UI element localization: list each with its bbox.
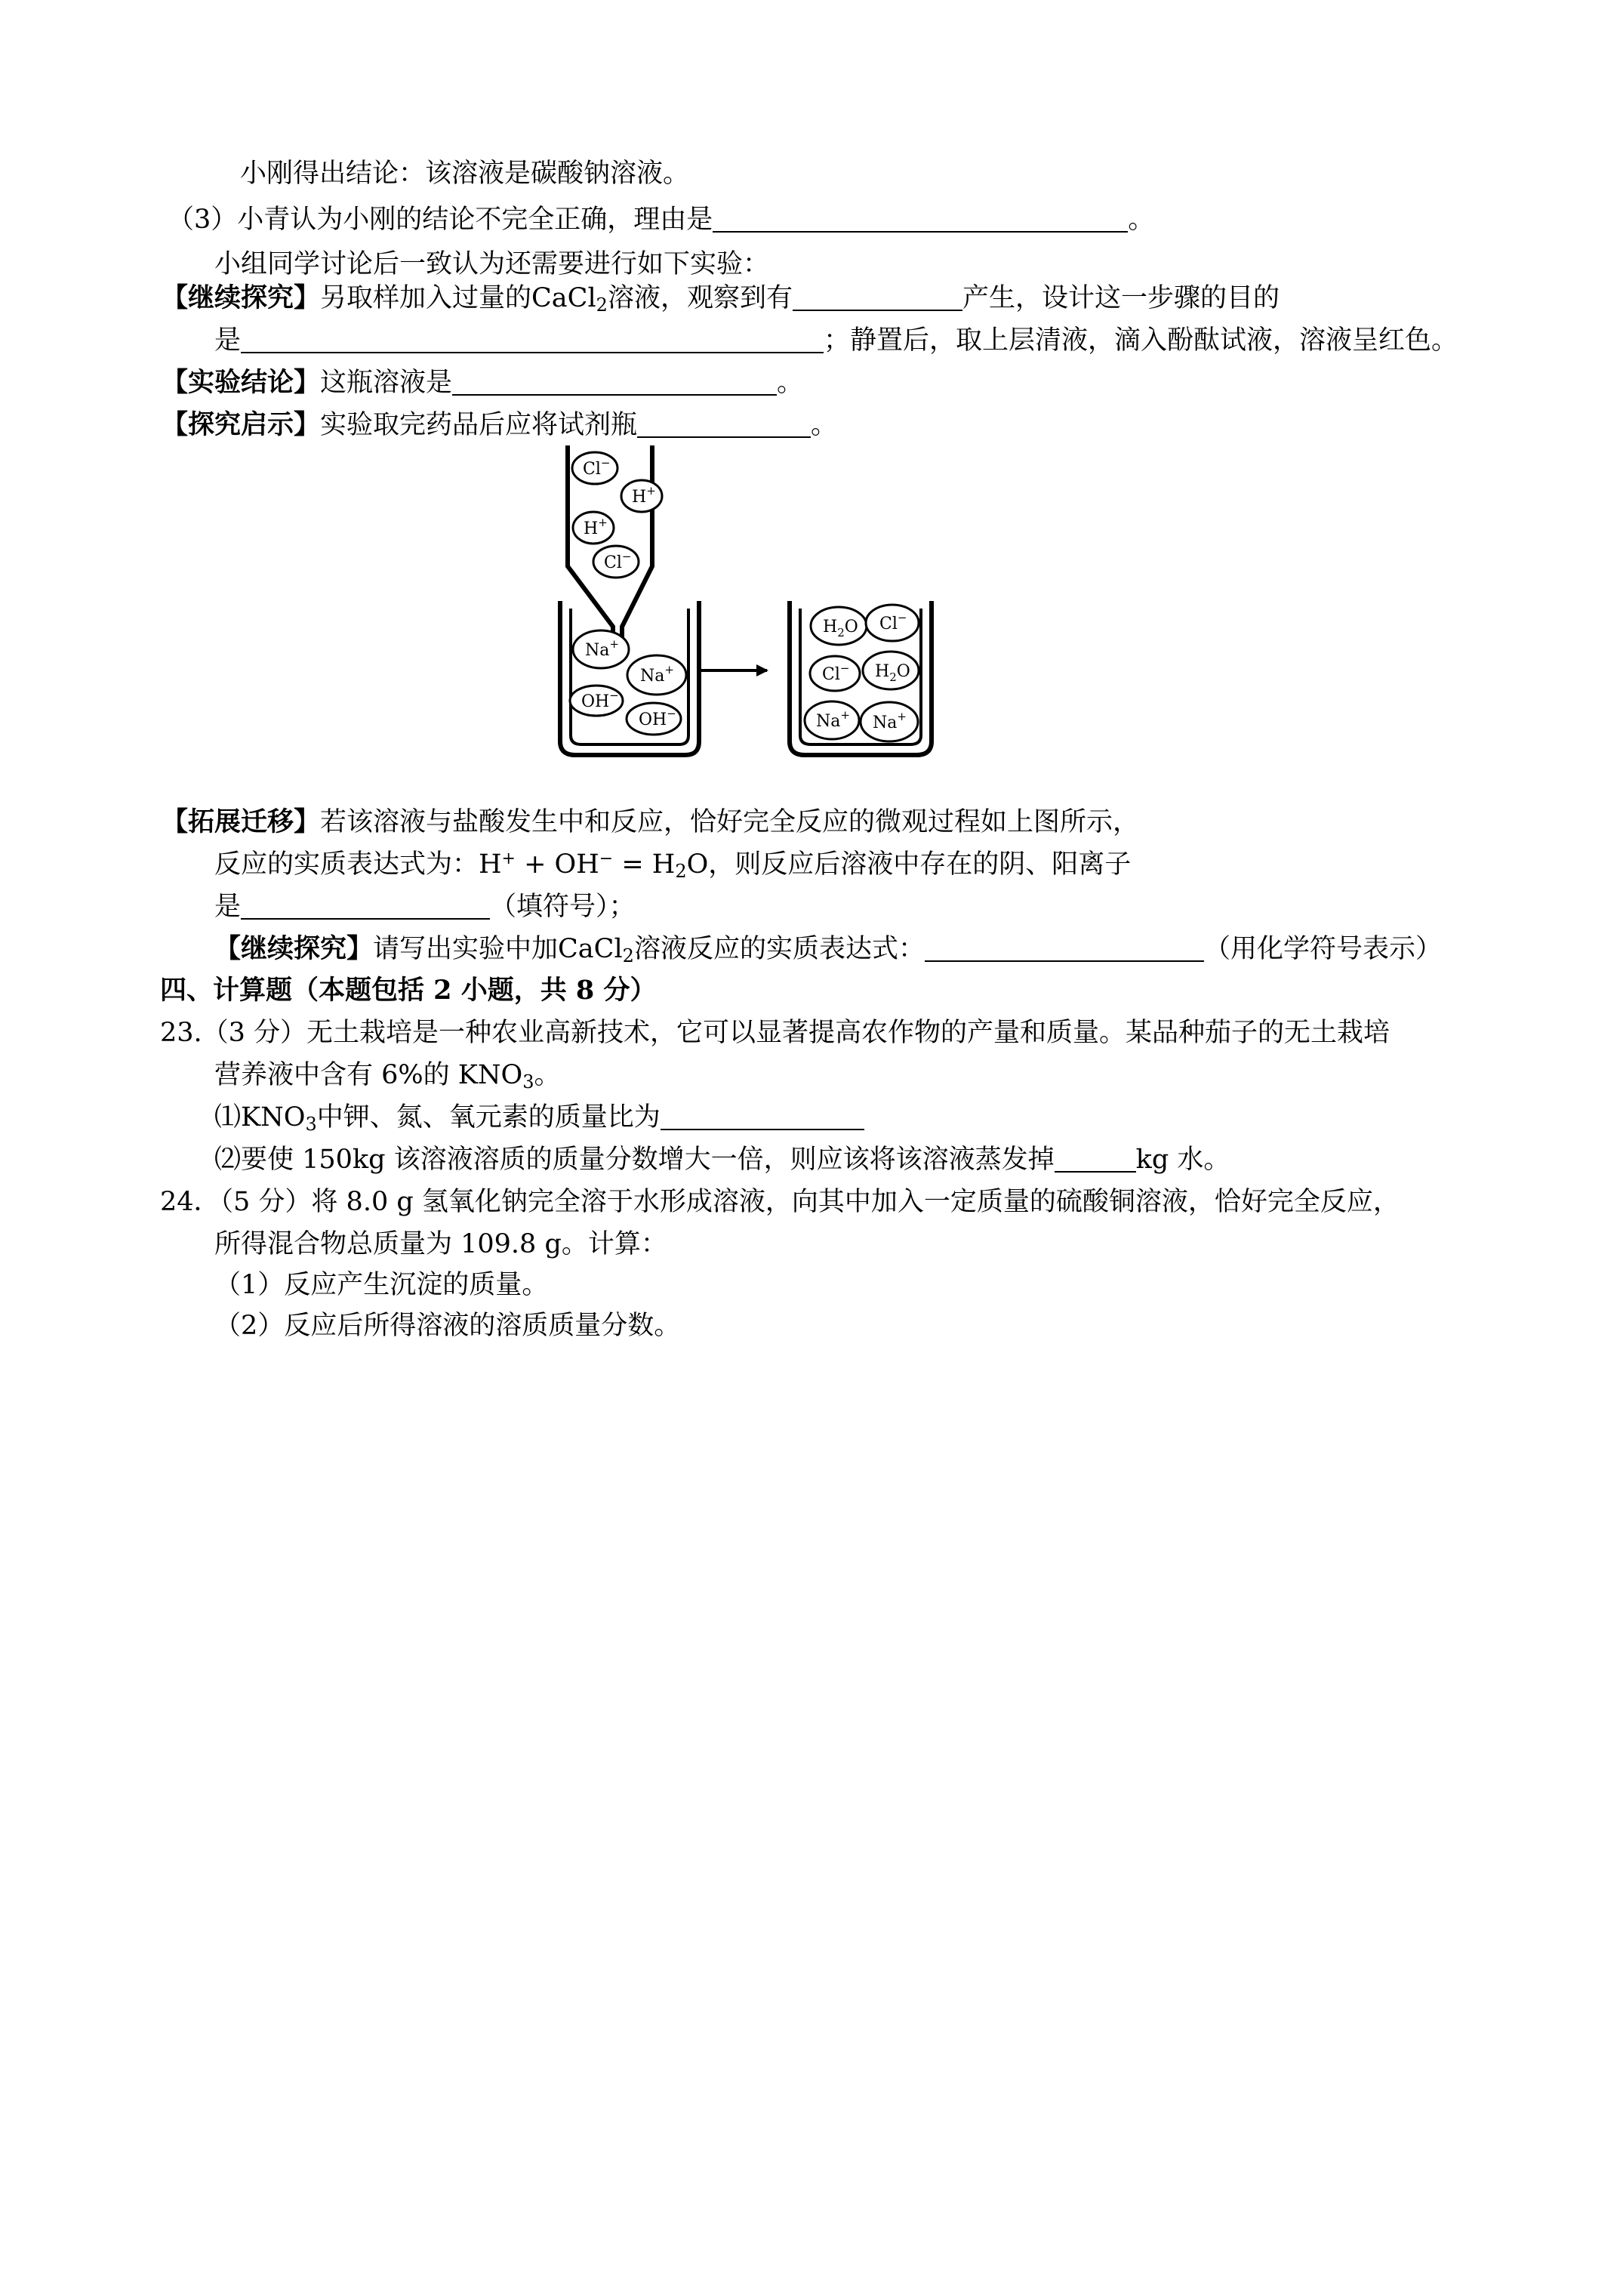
svg-text:Na+: Na+ bbox=[585, 637, 619, 660]
q23-line2-suffix: 。 bbox=[534, 1060, 561, 1090]
reaction-arrow bbox=[701, 664, 768, 676]
q23-sub1-text-b: 中钾、氮、氧元素的质量比为 bbox=[316, 1102, 661, 1133]
insight-tag: 【探究启示】 bbox=[162, 409, 321, 440]
insight-text: 实验取完药品后应将试剂瓶 bbox=[320, 410, 638, 440]
solution-blank[interactable] bbox=[452, 367, 777, 396]
q23-sub1-text: ⑴KNO bbox=[214, 1102, 306, 1133]
svg-text:OH−: OH− bbox=[639, 707, 676, 729]
ions-prefix: 是 bbox=[214, 892, 242, 922]
continue2-text-a: 请写出实验中加 bbox=[373, 934, 559, 964]
discussion-line bbox=[214, 247, 769, 282]
q24-sub2 bbox=[214, 1308, 680, 1343]
continue-line bbox=[162, 281, 1280, 316]
ions-suffix: （填符号）； bbox=[490, 892, 636, 922]
continue-text-b: 溶液，观察到有 bbox=[607, 283, 793, 313]
mass-ratio-blank[interactable] bbox=[661, 1102, 864, 1130]
funnel-ion-h-2 bbox=[573, 512, 614, 544]
svg-text:Na+: Na+ bbox=[816, 708, 850, 731]
continue2-text-b: 溶液反应的实质表达式： bbox=[633, 934, 925, 964]
left-ion-na-2 bbox=[627, 655, 686, 695]
q23-line1-text: 23.（3 分）无土栽培是一种农业高新技术，它可以显著提高农作物的产量和质量。某品种茄子的无土栽培 bbox=[160, 1018, 1390, 1048]
q23-line2 bbox=[214, 1058, 561, 1093]
oh-minus-sup: − bbox=[599, 849, 614, 868]
essence-line bbox=[214, 847, 1131, 882]
right-ion-na-2 bbox=[861, 702, 918, 741]
q23-line2-text: 营养液中含有 6%的 KNO bbox=[214, 1060, 523, 1090]
conclusion-tag: 【实验结论】 bbox=[162, 367, 321, 398]
q24-line1 bbox=[160, 1185, 1400, 1219]
discussion-text: 小组同学讨论后一致认为还需要进行如下实验： bbox=[214, 249, 770, 279]
ions-line bbox=[214, 889, 636, 924]
continue2-suffix: （用化学符号表示） bbox=[1203, 934, 1442, 964]
purpose-line bbox=[214, 323, 1458, 358]
cacl2-subscript-2: 2 bbox=[622, 945, 634, 966]
extend-text: 若该溶液与盐酸发生中和反应，恰好完全反应的微观过程如上图所示， bbox=[320, 807, 1140, 837]
funnel-ion-cl-2 bbox=[593, 546, 639, 578]
essence-oh: + OH bbox=[515, 849, 599, 880]
left-ion-oh-2 bbox=[627, 703, 681, 735]
purpose-prefix: 是 bbox=[214, 325, 242, 356]
q24-line1-text: 24．（5 分）将 8.0 g 氢氧化钠完全溶于水形成溶液，向其中加入一定质量的硫酸铜溶液，恰好完全反应， bbox=[160, 1187, 1400, 1217]
svg-text:H2O: $H_2O$ bbox=[823, 618, 858, 639]
q23-sub2 bbox=[214, 1142, 1230, 1177]
part3-suffix: 。 bbox=[1128, 205, 1155, 235]
q24-line2-text: 所得混合物总质量为 109.8 g。计算： bbox=[214, 1229, 667, 1259]
section4-heading bbox=[160, 973, 656, 1008]
svg-text:H2O: $H_2O$ bbox=[875, 662, 910, 684]
right-ion-cl-1 bbox=[866, 605, 919, 641]
cacl2-formula-2: CaCl bbox=[558, 934, 623, 964]
ions-blank[interactable] bbox=[241, 891, 490, 920]
conclusion-suffix: 。 bbox=[777, 368, 804, 398]
cacl2-formula: CaCl bbox=[531, 283, 596, 313]
funnel-ion-cl-1 bbox=[572, 452, 617, 484]
svg-text:OH−: OH− bbox=[581, 689, 619, 711]
reason-blank[interactable] bbox=[713, 204, 1128, 233]
observation-blank[interactable] bbox=[793, 282, 962, 311]
continue2-line bbox=[214, 932, 1442, 966]
insight-line bbox=[162, 408, 837, 442]
essence-suffix: O，则反应后溶液中存在的阴、阳离子 bbox=[686, 849, 1132, 880]
ion-group bbox=[570, 452, 919, 741]
purpose-suffix: ；静置后，取上层清液，滴入酚酞试液，溶液呈红色。 bbox=[824, 325, 1458, 356]
purpose-blank[interactable] bbox=[241, 325, 824, 353]
conclusion-text: 这瓶溶液是 bbox=[320, 368, 453, 398]
q23-sub2-text: ⑵要使 150kg 该溶液溶质的质量分数增大一倍，则应该将该溶液蒸发掉 bbox=[214, 1145, 1055, 1175]
essence-prefix: 反应的实质表达式为：H bbox=[214, 849, 502, 880]
q23-sub2-suffix: kg 水。 bbox=[1135, 1145, 1230, 1175]
right-ion-cl-2 bbox=[810, 656, 860, 691]
xiaogang-conclusion bbox=[240, 156, 689, 191]
q24-sub1 bbox=[214, 1268, 548, 1302]
q24-line2 bbox=[214, 1227, 667, 1262]
insight-suffix: 。 bbox=[811, 410, 838, 440]
extend-tag: 【拓展迁移】 bbox=[162, 806, 321, 837]
part3-line bbox=[168, 202, 1154, 237]
q24-sub1-text: （1）反应产生沉淀的质量。 bbox=[214, 1270, 549, 1300]
xiaogang-conclusion-text: 小刚得出结论：该溶液是碳酸钠溶液。 bbox=[240, 159, 690, 189]
continue-tag: 【继续探究】 bbox=[162, 282, 321, 313]
neutralization-diagram bbox=[544, 445, 1012, 763]
section4-heading-text: 四、计算题（本题包括 2 小题，共 8 分） bbox=[160, 975, 657, 1006]
essence-h: = H bbox=[613, 849, 676, 880]
svg-text:H+: H+ bbox=[584, 516, 608, 538]
svg-text:Na+: Na+ bbox=[873, 710, 907, 732]
svg-text:Cl−: Cl− bbox=[583, 456, 611, 479]
left-ion-oh-1 bbox=[570, 686, 623, 716]
h-plus-sup: + bbox=[501, 849, 516, 868]
q24-sub2-text: （2）反应后所得溶液的溶质质量分数。 bbox=[214, 1311, 681, 1341]
continue2-tag: 【继续探究】 bbox=[214, 933, 374, 964]
svg-text:Cl−: Cl− bbox=[822, 661, 850, 684]
svg-text:H+: H+ bbox=[632, 484, 656, 507]
left-ion-na-1 bbox=[573, 630, 629, 668]
funnel-ion-h-1 bbox=[621, 480, 662, 512]
q23-line1 bbox=[160, 1015, 1390, 1050]
kno3-subscript: 3 bbox=[522, 1071, 534, 1093]
right-molecule-h2o-1 bbox=[811, 607, 867, 645]
part3-text: （3）小青认为小刚的结论不完全正确，理由是 bbox=[168, 205, 713, 235]
experiment-conclusion-line bbox=[162, 365, 803, 400]
right-ion-na-1 bbox=[805, 701, 859, 739]
svg-text:Cl−: Cl− bbox=[604, 550, 632, 572]
h2o-subscript: 2 bbox=[675, 861, 687, 882]
continue-text-a: 另取样加入过量的 bbox=[320, 283, 532, 313]
cacl2-subscript: 2 bbox=[596, 294, 608, 316]
evaporate-blank[interactable] bbox=[1055, 1144, 1136, 1173]
kno3-subscript-2: 3 bbox=[305, 1114, 317, 1135]
right-molecule-h2o-2 bbox=[863, 652, 919, 689]
q23-sub1 bbox=[214, 1100, 864, 1135]
extend-line bbox=[162, 805, 1139, 840]
svg-text:Na+: Na+ bbox=[640, 663, 674, 686]
continue-text-c: 产生，设计这一步骤的目的 bbox=[962, 283, 1280, 313]
expression-blank[interactable] bbox=[925, 933, 1204, 962]
svg-text:Cl−: Cl− bbox=[879, 611, 907, 633]
insight-blank[interactable] bbox=[637, 409, 811, 438]
